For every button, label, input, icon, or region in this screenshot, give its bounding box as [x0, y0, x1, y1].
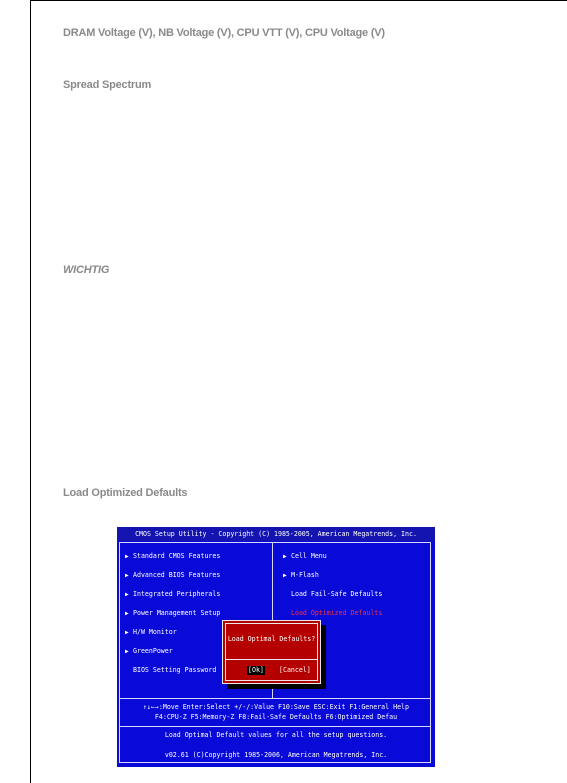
- menu-item-label: Power Management Setup: [133, 609, 221, 617]
- menu-item-label: Cell Menu: [291, 552, 327, 560]
- submenu-arrow-icon: ▶: [125, 648, 129, 655]
- submenu-arrow-icon: ▶: [125, 610, 129, 617]
- submenu-arrow-icon: ▶: [125, 572, 129, 579]
- heading-spread-spectrum: Spread Spectrum: [63, 79, 152, 91]
- menu-item-m-flash[interactable]: [283, 570, 319, 580]
- dialog-message: Load Optimal Defaults?: [227, 635, 316, 643]
- cancel-button[interactable]: [Cancel]: [279, 666, 311, 674]
- bios-screenshot: [117, 527, 435, 767]
- status-description: Load Optimal Default values for all the setup questions.: [164, 731, 388, 739]
- heading-important: WICHTIG: [63, 264, 110, 276]
- menu-item-label: Advanced BIOS Features: [133, 571, 221, 579]
- submenu-arrow-icon: ▶: [125, 553, 129, 560]
- menu-item-load-optimized[interactable]: [291, 608, 382, 618]
- bios-divider-help: [119, 698, 431, 699]
- menu-item-integrated-peripherals[interactable]: [125, 589, 220, 599]
- submenu-arrow-icon: ▶: [283, 553, 287, 560]
- heading-voltage: DRAM Voltage (V), NB Voltage (V), CPU VTT (V), CPU Voltage (V): [63, 27, 385, 39]
- menu-item-power-management[interactable]: [125, 608, 220, 618]
- menu-item-standard-cmos[interactable]: [125, 551, 220, 561]
- help-line-function-keys: F4:CPU-Z F5:Memory-Z F8:Fail-Safe Defaults F6:Optimized Defau: [154, 713, 398, 721]
- menu-item-label: Load Fail-Safe Defaults: [291, 590, 383, 598]
- menu-item-advanced-bios[interactable]: [125, 570, 220, 580]
- heading-load-optimized-defaults: Load Optimized Defaults: [63, 487, 188, 499]
- submenu-arrow-icon: ▶: [125, 629, 129, 636]
- ok-button[interactable]: [Ok]: [248, 666, 264, 674]
- menu-item-load-fail-safe[interactable]: [291, 589, 382, 599]
- menu-item-label: M-Flash: [291, 571, 319, 579]
- page-left-rule: [30, 0, 31, 783]
- bios-title-bar: CMOS Setup Utility - Copyright (C) 1985-2005, American Megatrends, Inc.: [117, 527, 435, 541]
- menu-item-label: Load Optimized Defaults: [291, 609, 383, 617]
- bios-divider-status: [119, 726, 431, 727]
- menu-item-label: Standard CMOS Features: [133, 552, 221, 560]
- bios-copyright: v02.61 (C)Copyright 1985-2006, American Megatrends, Inc.: [164, 751, 388, 759]
- menu-item-bios-password[interactable]: [133, 665, 216, 675]
- menu-item-label: H/W Monitor: [133, 628, 177, 636]
- submenu-arrow-icon: ▶: [283, 572, 287, 579]
- menu-item-greenpower[interactable]: [125, 646, 173, 656]
- submenu-arrow-icon: ▶: [125, 591, 129, 598]
- confirm-dialog: [222, 620, 321, 684]
- menu-item-label: GreenPower: [133, 647, 173, 655]
- page-top-rule: [30, 0, 567, 1]
- menu-item-label: Integrated Peripherals: [133, 590, 221, 598]
- dialog-separator: [225, 659, 318, 660]
- help-line-keys: ↑↓←→:Move Enter:Select +/-/:Value F10:Save ESC:Exit F1:General Help: [143, 703, 409, 711]
- menu-item-hw-monitor[interactable]: [125, 627, 177, 637]
- menu-item-label: BIOS Setting Password: [133, 666, 217, 674]
- menu-item-cell-menu[interactable]: [283, 551, 327, 561]
